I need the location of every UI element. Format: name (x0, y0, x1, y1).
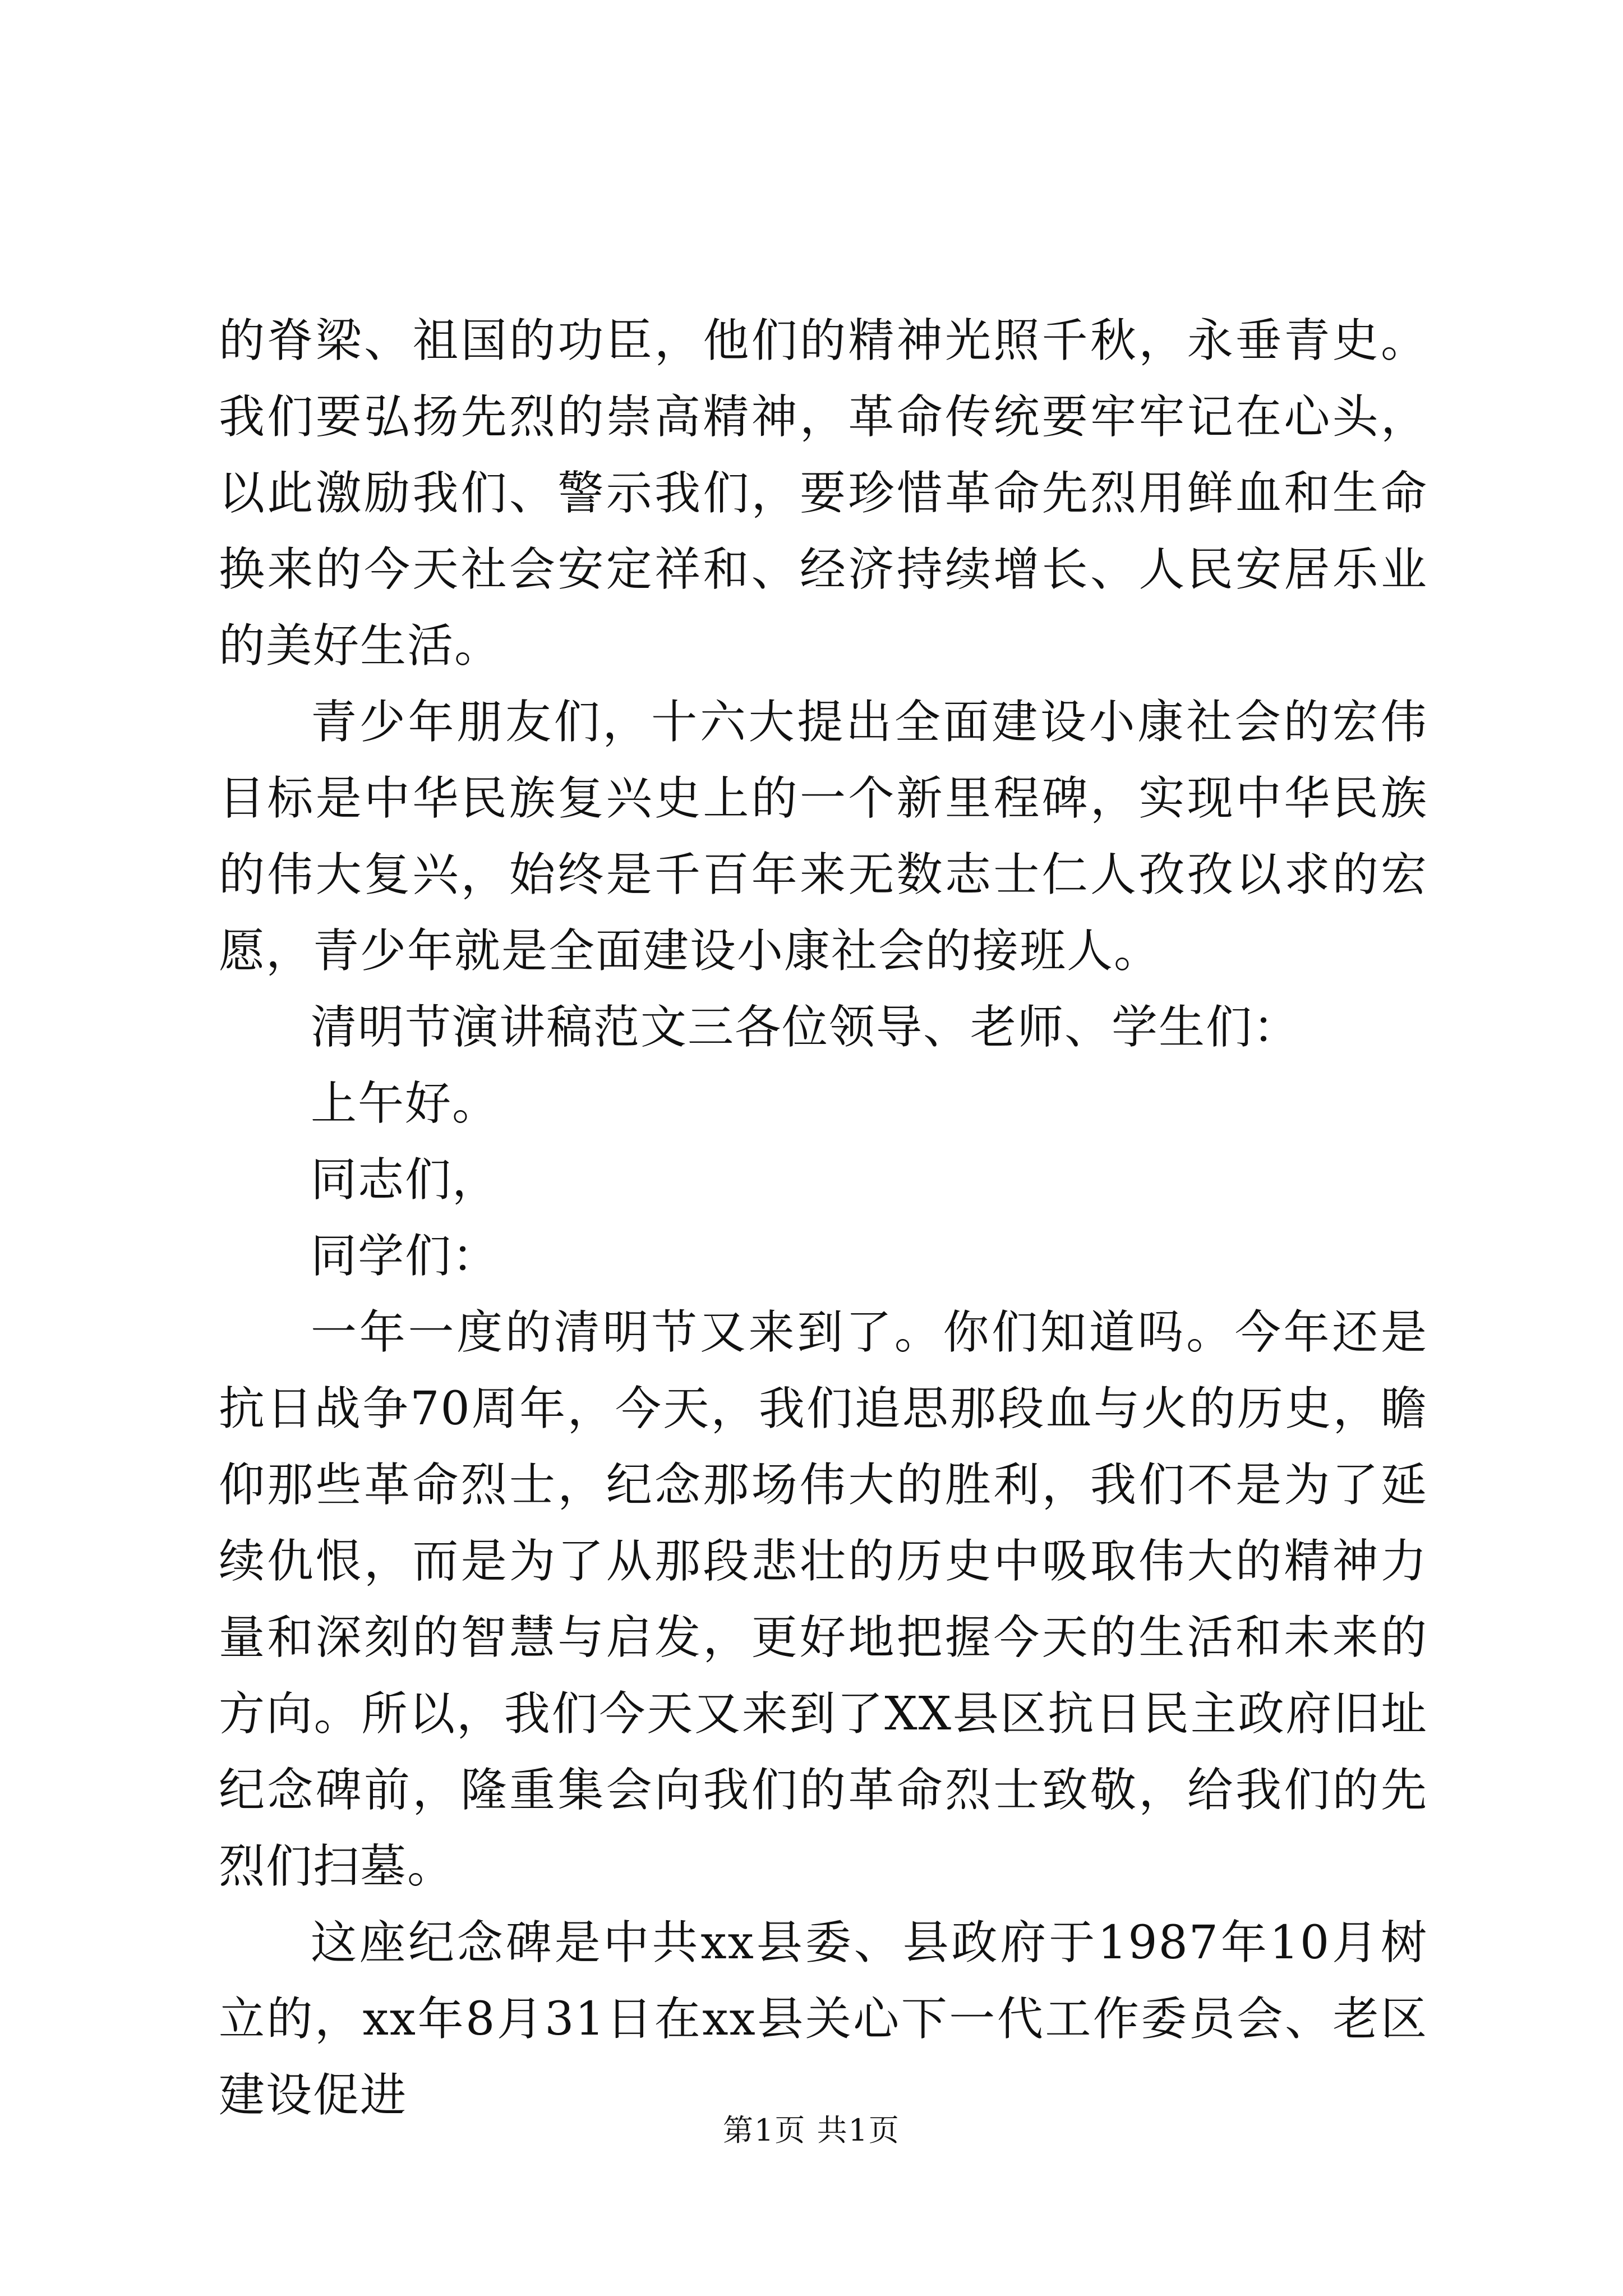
paragraph-comrades: 同志们， (311, 1153, 500, 1207)
page-number-footer: 第1页 共1页 (723, 2113, 900, 2148)
paragraph-youth: 青少年朋友们，十六大提出全面建设小康社会的宏伟目标是中华民族复兴史上的一个新里程碑，实现中华民族的伟大复兴，始终是千百年来无数志士仁人孜孜以求的宏愿，青少年就是全面建设小康社会的接班人。 (219, 696, 1428, 978)
document-body (219, 303, 1428, 2134)
paragraph-continued: 的脊梁、祖国的功臣，他们的精神光照千秋，永垂青史。我们要弘扬先烈的崇高精神，革命传统要牢牢记在心头，以此激励我们、警示我们，要珍惜革命先烈用鲜血和生命换来的今天社会安定祥和、经济持续增长、人民安居乐业的美好生活。 (219, 314, 1428, 673)
paragraph-greeting: 上午好。 (311, 1077, 500, 1130)
paragraph-qingming: 一年一度的清明节又来到了。你们知道吗。今年还是抗日战争70周年，今天，我们追思那段血与火的历史，瞻仰那些革命烈士，纪念那场伟大的胜利，我们不是为了延续仇恨，而是为了从那段悲壮的历史中吸取伟大的精神力量和深刻的智慧与启发，更好地把握今天的生活和未来的方向。所以，我们今天又来到了XX县区抗日民主政府旧址纪念碑前，隆重集会向我们的革命烈士致敬，给我们的先烈们扫墓。 (219, 1306, 1428, 1893)
paragraph-monument: 这座纪念碑是中共xx县委、县政府于1987年10月树立的，xx年8月31日在xx县关心下一代工作委员会、老区建设促进 (219, 1916, 1428, 2122)
paragraph-speech-title: 清明节演讲稿范文三各位领导、老师、学生们： (311, 1001, 1301, 1054)
paragraph-students: 同学们： (311, 1230, 500, 1283)
